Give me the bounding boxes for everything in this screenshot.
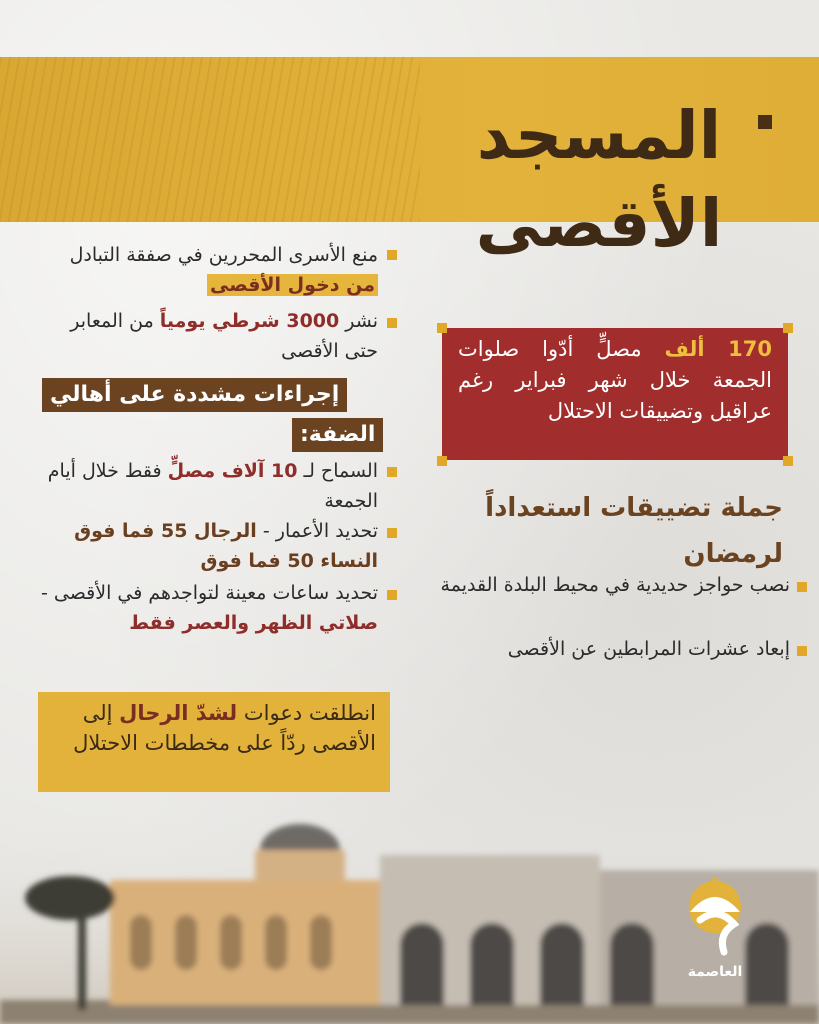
ramadan-heading: جملة تضييقات استعداداً لرمضان	[485, 493, 783, 569]
bullet-marker	[387, 528, 397, 538]
stat-box	[442, 328, 788, 460]
list-item	[38, 306, 378, 366]
bullet-marker	[387, 318, 397, 328]
list-item: نصب حواجز حديدية في محيط البلدة القديمة	[440, 574, 790, 596]
stat-text: مصلٍّ أدّوا صلوات الجمعة خلال شهر فبراير رغم عراقيل وتضييقات الاحتلال	[458, 337, 772, 423]
corner-marker	[783, 456, 793, 466]
section-heading: إجراءات مشددة على أهالي	[42, 378, 347, 412]
banner-texture	[0, 57, 420, 222]
brand-logo	[680, 872, 750, 982]
bullet-marker	[797, 582, 807, 592]
title-marker	[758, 115, 772, 129]
list-item-text: تحديد ساعات معينة لتواجدهم في الأقصى -	[40, 582, 378, 604]
call-box-text: إلى الأقصى ردّاً على مخططات الاحتلال	[73, 701, 376, 755]
list-item	[38, 240, 378, 300]
list-item-highlight: الرجال 55 فما فوق النساء 50 فما فوق	[74, 520, 378, 572]
call-box	[38, 692, 390, 792]
list-item	[38, 516, 378, 576]
list-item-text: السماح لـ	[297, 460, 378, 482]
list-item-text: نشر	[339, 310, 378, 332]
stat-number: 170 ألف	[664, 337, 773, 361]
list-item: إبعاد عشرات المرابطين عن الأقصى	[507, 638, 790, 660]
corner-marker	[437, 456, 447, 466]
corner-marker	[783, 323, 793, 333]
bullet-marker	[387, 590, 397, 600]
list-item-highlight: من دخول الأقصى	[207, 274, 378, 296]
title-line-2: الأقصى	[475, 185, 723, 262]
section-heading: الضفة:	[292, 418, 383, 452]
list-item-text: من المعابر حتى الأقصى	[70, 310, 378, 362]
bullet-marker	[797, 646, 807, 656]
bullet-marker	[387, 250, 397, 260]
call-box-text: انطلقت دعوات	[237, 701, 376, 725]
list-item-text: تحديد الأعمار -	[256, 520, 378, 542]
list-item-text: منع الأسرى المحررين في صفقة التبادل	[69, 244, 378, 266]
list-item	[38, 456, 378, 516]
logo-text: العاصمة	[687, 964, 743, 980]
bullet-marker	[387, 467, 397, 477]
title-line-1: المسجد	[476, 97, 722, 174]
list-item-highlight: صلاتي الظهر والعصر فقط	[129, 612, 378, 634]
list-item	[38, 578, 378, 638]
list-item-highlight: 3000 شرطي يومياً	[159, 310, 340, 332]
page-title	[449, 92, 749, 268]
call-box-highlight: لشدّ الرحال	[119, 701, 238, 725]
logo-icon	[680, 872, 750, 962]
corner-marker	[437, 323, 447, 333]
list-item-text: فقط خلال أيام الجمعة	[47, 460, 378, 512]
list-item-highlight: 10 آلاف مصلٍّ	[167, 460, 298, 482]
